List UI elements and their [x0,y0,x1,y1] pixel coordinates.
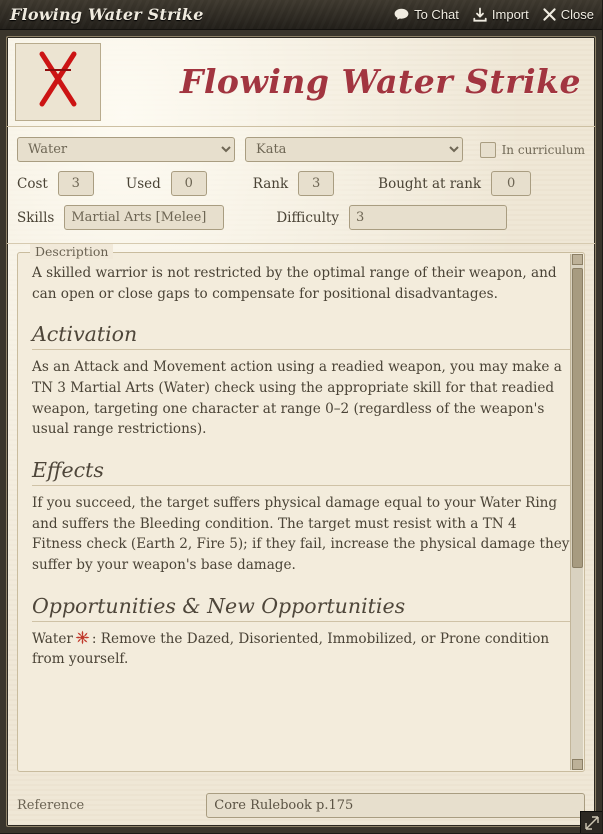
section-text-effects: If you succeed, the target suffers physical damage equal to your Water Ring and suffers the Bleeding condition. The target must resist with a TN 4 Fitness check (Earth 2, Fire 5); if they fail, increase the physical damage they suffer by your weapon's base damage. [32,494,570,573]
import-button[interactable] [473,7,529,22]
used-label: Used [125,175,161,192]
row-costs [17,171,585,196]
download-icon [473,8,487,22]
close-button[interactable] [543,7,594,22]
technique-card [6,36,596,827]
opportunity-ring-icon [75,630,90,645]
close-label: Close [560,7,594,22]
card-header [7,37,595,127]
in-curriculum-checkbox[interactable] [480,142,496,158]
to-chat-label: To Chat [414,7,459,22]
row-skills [17,205,585,230]
close-icon [543,8,556,21]
rank-label: Rank [252,175,289,192]
technique-icon-box[interactable] [15,43,101,121]
speech-bubble-icon [394,8,409,21]
description-scrollbar[interactable] [570,254,583,770]
resize-arrow-icon [581,812,603,834]
section-heading-activation: Activation [32,322,570,350]
section-heading-effects: Effects [32,458,570,486]
row-selects [17,137,585,162]
reference-input[interactable] [206,793,585,818]
scroll-down-arrow-icon[interactable] [572,759,583,770]
section-text-activation: As an Attack and Movement action using a readied weapon, you may make a TN 3 Martial Arts (Water) check using the appropriate skill for that readied weapon, targeting one character at range 0–2 (regardless of the weapon's usual range restrictions). [32,359,562,438]
section-text-opportunities [32,629,570,670]
description-intro: A skilled warrior is not restricted by the optimal range of their weapon, and can open or close gaps to compensate for positional disadvantages. [32,265,557,302]
opportunity-ring-name: Water [32,630,73,647]
bought-at-rank-input[interactable] [491,171,531,196]
section-heading-opportunities: Opportunities & New Opportunities [32,594,570,622]
bought-at-rank-label: Bought at rank [378,175,482,192]
in-curriculum-group[interactable] [480,142,585,158]
to-chat-button[interactable] [394,7,459,22]
window-title: Flowing Water Strike [10,5,204,24]
window-actions [394,7,594,22]
scrollbar-thumb[interactable] [572,268,583,568]
cost-label: Cost [17,175,48,192]
used-input[interactable] [171,171,207,196]
reference-label: Reference [17,798,85,813]
cost-input[interactable] [58,171,94,196]
rank-input[interactable] [298,171,334,196]
window-titlebar [0,0,602,30]
ring-select[interactable] [17,137,235,162]
difficulty-input[interactable] [349,205,507,230]
technique-type-select[interactable] [245,137,463,162]
scroll-up-arrow-icon[interactable] [572,254,583,265]
description-panel [17,244,585,772]
description-scroll-content[interactable] [32,263,570,763]
skills-input[interactable] [64,205,224,230]
in-curriculum-label: In curriculum [501,142,585,157]
opportunity-effect-text: : Remove the Dazed, Disoriented, Immobilized, or Prone condition from yourself. [32,630,550,668]
skills-label: Skills [17,209,55,226]
page-title: Flowing Water Strike [179,62,581,101]
resize-grip[interactable] [580,811,602,833]
red-crossed-swords-icon [29,48,87,115]
description-legend: Description [30,244,113,259]
stats-block [7,127,595,244]
difficulty-label: Difficulty [276,209,339,226]
reference-row [17,793,585,818]
import-label: Import [491,7,529,22]
